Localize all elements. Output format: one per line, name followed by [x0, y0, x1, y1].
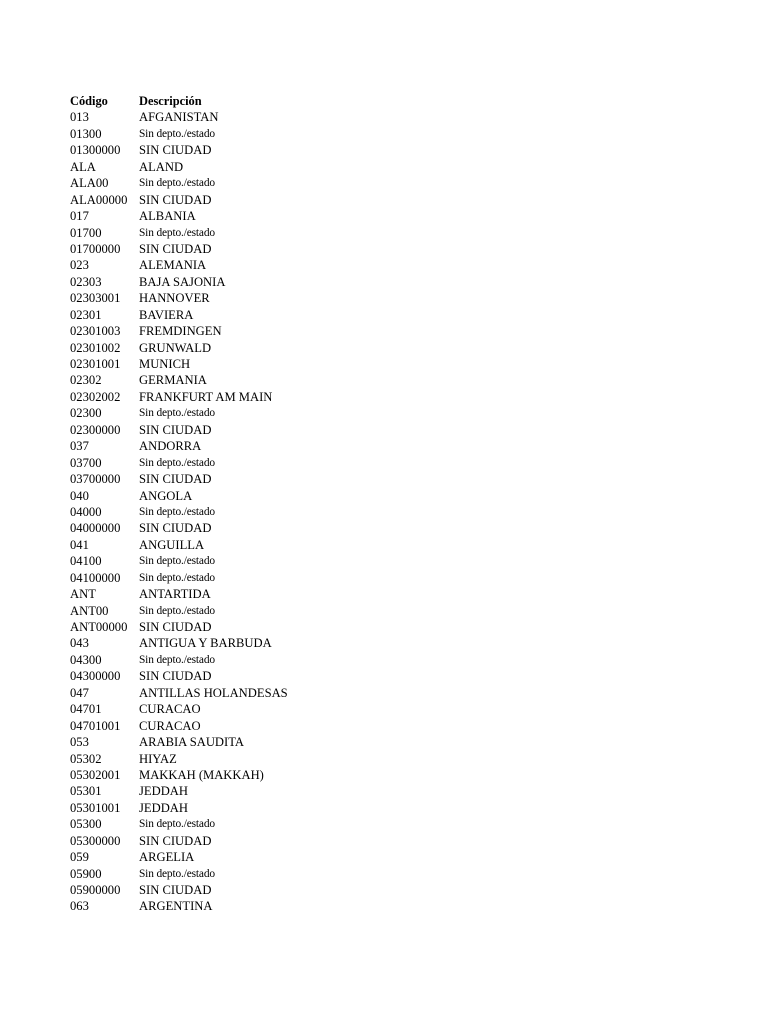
row-code: 04100000 — [70, 570, 121, 585]
table-row — [70, 767, 710, 783]
row-description: SIN CIUDAD — [139, 241, 212, 256]
row-code: ANT — [70, 587, 96, 602]
table-row — [70, 307, 710, 323]
table-header — [70, 93, 710, 109]
row-description: AFGANISTAN — [139, 110, 219, 125]
table-row — [70, 356, 710, 372]
row-code: 047 — [70, 685, 89, 700]
table-row — [70, 586, 710, 602]
row-description: Sin depto./estado — [139, 555, 215, 568]
row-code: 05302 — [70, 751, 102, 766]
row-description: Sin depto./estado — [139, 818, 215, 831]
row-code: 05301001 — [70, 800, 121, 815]
table-row — [70, 405, 710, 421]
row-description: Sin depto./estado — [139, 653, 215, 666]
row-description: Sin depto./estado — [139, 226, 215, 239]
row-code: 04000000 — [70, 521, 121, 536]
row-code: 013 — [70, 110, 89, 125]
row-description: MUNICH — [139, 357, 191, 371]
row-code: 02301 — [70, 307, 102, 322]
row-description: ARGENTINA — [139, 899, 213, 914]
row-code: 04701 — [70, 702, 102, 717]
row-code: 03700 — [70, 455, 102, 470]
row-description: ALAND — [139, 159, 184, 174]
table-row — [70, 422, 710, 438]
table-body — [70, 109, 710, 914]
row-code: 02301003 — [70, 324, 121, 339]
row-description: SIN CIUDAD — [139, 143, 212, 158]
table-row — [70, 783, 710, 799]
row-code: 05900 — [70, 866, 102, 881]
row-description: HANNOVER — [139, 291, 210, 306]
row-description: SIN CIUDAD — [139, 620, 212, 634]
table-row — [70, 734, 710, 750]
row-description: Sin depto./estado — [139, 505, 215, 518]
row-description: JEDDAH — [139, 784, 188, 799]
row-code: 04701001 — [70, 718, 121, 733]
row-code: 02303 — [70, 274, 102, 289]
row-code: ANT00000 — [70, 620, 128, 634]
table-row — [70, 241, 710, 257]
row-code: 05300000 — [70, 833, 121, 848]
table-row — [70, 635, 710, 651]
row-code: 02300 — [70, 406, 102, 421]
row-code: 01300 — [70, 126, 102, 141]
table-row — [70, 718, 710, 734]
table-row — [70, 553, 710, 569]
row-code: 02301001 — [70, 357, 121, 371]
table-row — [70, 323, 710, 339]
row-code: 02303001 — [70, 291, 121, 306]
row-code: 05302001 — [70, 767, 121, 782]
table-row — [70, 126, 710, 142]
row-description: BAJA SAJONIA — [139, 274, 226, 289]
row-description: ANTIGUA Y BARBUDA — [139, 636, 272, 651]
row-description: SIN CIUDAD — [139, 192, 212, 207]
row-description: ARABIA SAUDITA — [139, 735, 244, 750]
table-row — [70, 471, 710, 487]
row-code: 04100 — [70, 554, 102, 569]
table-row — [70, 685, 710, 701]
table-row — [70, 570, 710, 586]
row-description: MAKKAH (MAKKAH) — [139, 767, 264, 782]
table-row — [70, 142, 710, 158]
table-row — [70, 438, 710, 454]
table-row — [70, 816, 710, 832]
row-description: ANDORRA — [139, 439, 202, 454]
row-description: Sin depto./estado — [139, 127, 215, 140]
row-description: FRANKFURT AM MAIN — [139, 389, 273, 404]
table-row — [70, 175, 710, 191]
row-description: HIYAZ — [139, 751, 177, 766]
table-row — [70, 389, 710, 405]
table-row — [70, 603, 710, 619]
table-row — [70, 208, 710, 224]
row-description: CURACAO — [139, 702, 201, 717]
table-row — [70, 159, 710, 175]
row-description: SIN CIUDAD — [139, 472, 212, 487]
row-code: 02300000 — [70, 422, 121, 437]
table-row — [70, 520, 710, 536]
table-row — [70, 340, 710, 356]
row-code: 053 — [70, 735, 89, 750]
row-description: Sin depto./estado — [139, 867, 215, 880]
row-description: Sin depto./estado — [139, 604, 215, 617]
row-code: 04300 — [70, 652, 102, 667]
row-code: 02302002 — [70, 389, 121, 404]
table-row — [70, 833, 710, 849]
code-column-header: Código — [70, 94, 108, 108]
table-row — [70, 109, 710, 125]
row-code: ALA00 — [70, 176, 109, 191]
table-row — [70, 800, 710, 816]
row-description: ALBANIA — [139, 209, 196, 224]
row-code: 023 — [70, 258, 89, 273]
row-description: Sin depto./estado — [139, 571, 215, 584]
table-row — [70, 504, 710, 520]
table-row — [70, 701, 710, 717]
row-description: GERMANIA — [139, 373, 207, 388]
row-code: 059 — [70, 850, 89, 865]
row-description: JEDDAH — [139, 800, 188, 815]
code-table — [70, 93, 710, 915]
row-description: SIN CIUDAD — [139, 883, 212, 897]
row-description: Sin depto./estado — [139, 456, 215, 469]
table-row — [70, 455, 710, 471]
row-code: 03700000 — [70, 472, 121, 487]
table-row — [70, 488, 710, 504]
row-code: 01700 — [70, 225, 102, 240]
row-description: Sin depto./estado — [139, 407, 215, 420]
row-code: 037 — [70, 439, 89, 454]
table-row — [70, 274, 710, 290]
row-description: ARGELIA — [139, 850, 195, 865]
row-description: ALEMANIA — [139, 258, 207, 273]
row-code: 017 — [70, 209, 89, 224]
row-description: ANGOLA — [139, 488, 193, 503]
row-description: SIN CIUDAD — [139, 521, 212, 536]
row-code: 043 — [70, 636, 89, 651]
row-description: ANTILLAS HOLANDESAS — [139, 685, 288, 700]
row-code: 040 — [70, 488, 89, 503]
table-row — [70, 652, 710, 668]
row-description: SIN CIUDAD — [139, 669, 212, 684]
row-code: 01300000 — [70, 143, 121, 158]
row-code: 02301002 — [70, 340, 121, 355]
description-column-header: Descripción — [139, 94, 202, 108]
table-row — [70, 192, 710, 208]
row-description: FREMDINGEN — [139, 324, 222, 339]
row-code: ANT00 — [70, 603, 109, 618]
row-description: SIN CIUDAD — [139, 833, 212, 848]
row-code: 05900000 — [70, 883, 121, 897]
row-description: ANTARTIDA — [139, 587, 211, 602]
row-code: 063 — [70, 899, 89, 914]
table-row — [70, 537, 710, 553]
row-code: 04000 — [70, 504, 102, 519]
table-row — [70, 882, 710, 898]
table-row — [70, 751, 710, 767]
row-code: 041 — [70, 537, 89, 552]
table-row — [70, 257, 710, 273]
row-code: 02302 — [70, 373, 102, 388]
row-description: Sin depto./estado — [139, 177, 215, 190]
row-code: 04300000 — [70, 669, 121, 684]
table-row — [70, 225, 710, 241]
table-row — [70, 668, 710, 684]
row-description: ANGUILLA — [139, 537, 205, 552]
row-code: ALA — [70, 159, 96, 174]
row-description: GRUNWALD — [139, 340, 212, 355]
row-description: CURACAO — [139, 718, 201, 733]
table-row — [70, 372, 710, 388]
table-row — [70, 866, 710, 882]
table-row — [70, 290, 710, 306]
table-row — [70, 849, 710, 865]
table-row — [70, 619, 710, 635]
table-row — [70, 898, 710, 914]
row-description: SIN CIUDAD — [139, 422, 212, 437]
row-code: 01700000 — [70, 241, 121, 256]
row-code: 05301 — [70, 784, 102, 799]
row-code: 05300 — [70, 817, 102, 832]
row-code: ALA00000 — [70, 192, 128, 207]
row-description: BAVIERA — [139, 307, 194, 322]
